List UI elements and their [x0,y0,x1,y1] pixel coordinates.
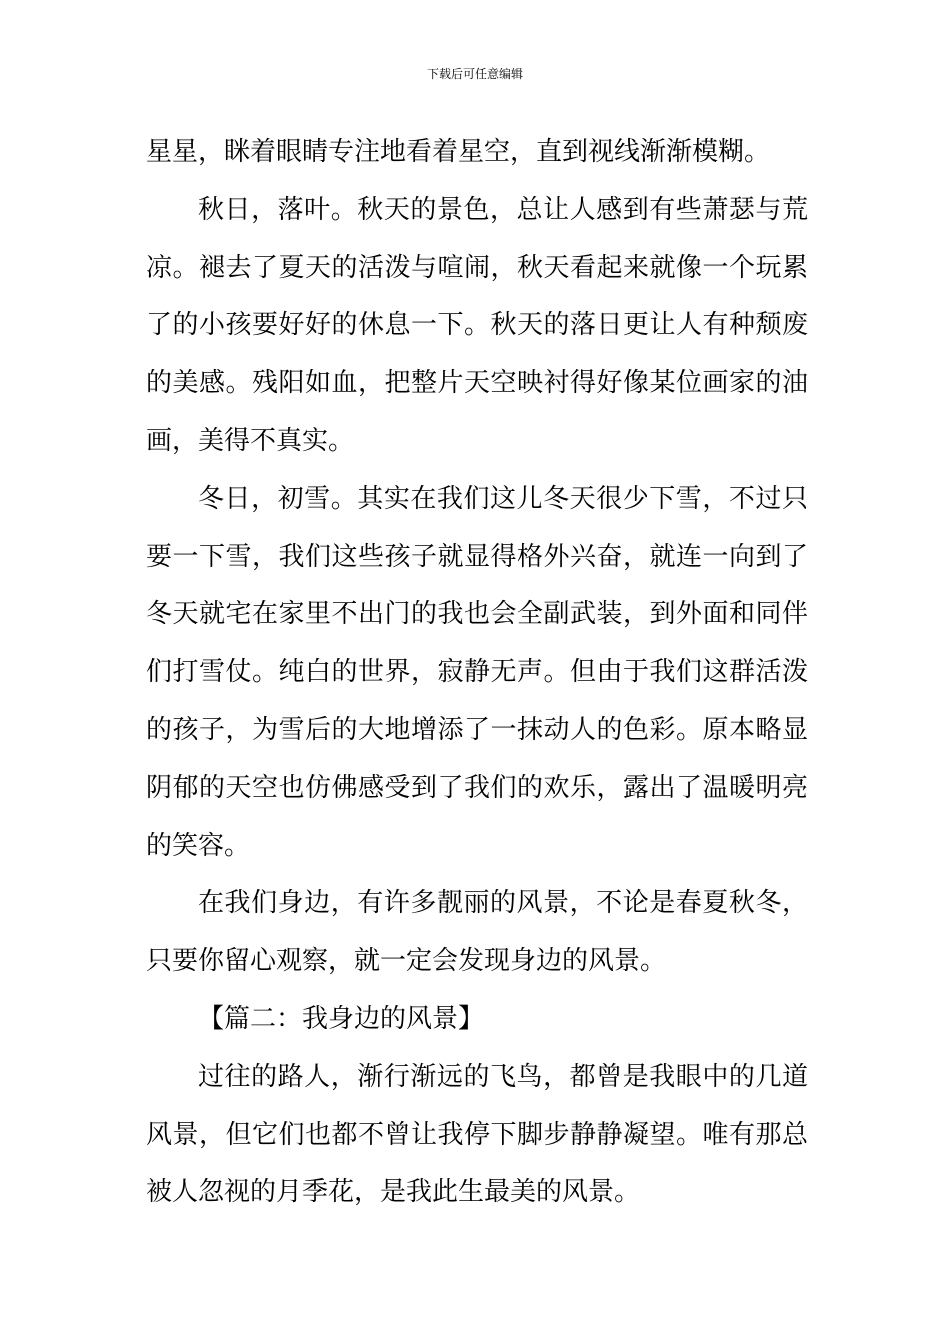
text-line: 的美感。残阳如血，把整片天空映衬得好像某位画家的油 [146,368,808,399]
text-line: 在我们身边，有许多靓丽的风景，不论是春夏秋冬， [198,888,808,919]
text-line: 的孩子，为雪后的大地增添了一抹动人的色彩。原本略显 [146,714,808,745]
body-text [146,124,808,1222]
text-line: 星星，眯着眼睛专注地看着星空，直到视线渐渐模糊。 [146,137,771,167]
text-line: 秋日，落叶。秋天的景色，总让人感到有些萧瑟与荒 [198,194,808,225]
text-line: 的笑容。 [146,830,251,861]
text-line: 冬日，初雪。其实在我们这儿冬天很少下雪，不过只 [198,483,808,514]
text-line: 画，美得不真实。 [146,425,355,456]
text-line: 了的小孩要好好的休息一下。秋天的落日更让人有种颓废 [146,310,808,341]
section-heading: 【篇二：我身边的风景】 [198,1003,485,1034]
text-line: 们打雪仗。纯白的世界，寂静无声。但由于我们这群活泼 [146,657,808,688]
text-line: 要一下雪，我们这些孩子就显得格外兴奋，就连一向到了 [146,541,808,572]
text-line: 风景，但它们也都不曾让我停下脚步静静凝望。唯有那总 [146,1119,808,1150]
text-line: 凉。褪去了夏天的活泼与喧闹，秋天看起来就像一个玩累 [146,252,808,283]
text-line: 被人忽视的月季花，是我此生最美的风景。 [146,1177,641,1208]
text-line: 只要你留心观察，就一定会发现身边的风景。 [146,946,667,977]
text-line: 冬天就宅在家里不出门的我也会全副武装，到外面和同伴 [146,599,808,630]
text-line: 过往的路人，渐行渐远的飞鸟，都曾是我眼中的几道 [198,1061,808,1092]
page-header: 下载后可任意编辑 [426,67,523,81]
text-line: 阴郁的天空也仿佛感受到了我们的欢乐，露出了温暖明亮 [146,772,808,803]
